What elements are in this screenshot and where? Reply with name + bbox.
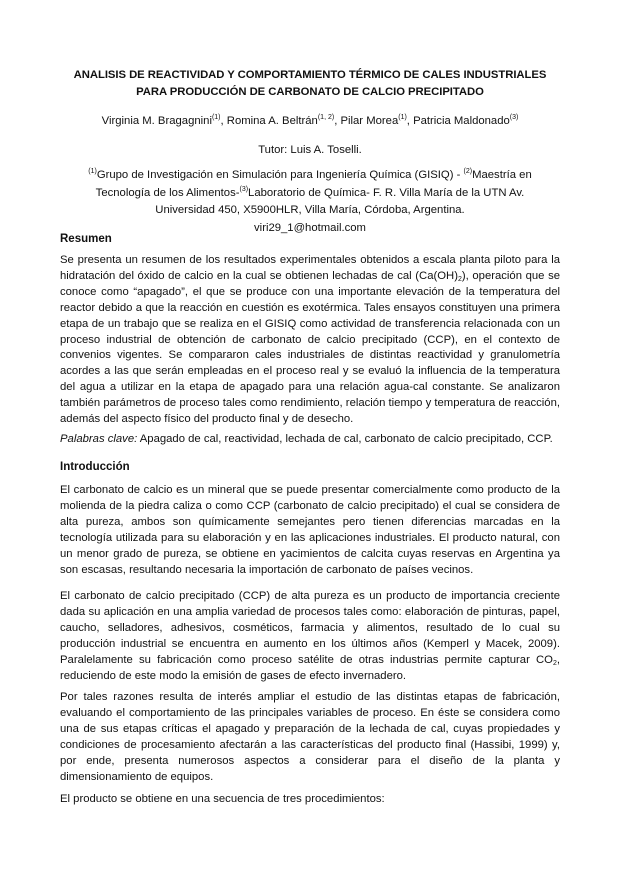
intro-paragraph-1: El carbonato de calcio es un mineral que se puede presentar comercialmente como producto de la molienda de la piedra caliza o como CCP (carbonato de calcio precipitado) el cual se considera de alta pureza, ambos son químicamente semejantes pero tienen diferencias marcadas en la tecnología utilizada para su elaboración y en las aplicaciones industriales. El producto natural, con un menor grado de pureza, se obtiene en yacimientos de calcita cuyas reservas en Argentina ya son escasas, resultando necesaria la importación de carbonato de países vecinos. [60, 484, 560, 576]
affiliation-mark: (2) [463, 168, 473, 175]
keywords-line [60, 432, 560, 448]
subscript: 2 [552, 659, 557, 667]
author-affiliation-mark: (1, 2) [317, 114, 335, 121]
author-affiliation-mark: (1) [211, 114, 221, 121]
intro-paragraph-4: El producto se obtiene en una secuencia de tres procedimientos: [60, 793, 385, 805]
intro-paragraph-2 [60, 589, 560, 684]
keywords-text: Apagado de cal, reactividad, lechada de cal, carbonato de calcio precipitado, CCP. [137, 433, 553, 445]
section-heading-introduccion: Introducción [60, 461, 130, 473]
resumen-paragraph [60, 253, 560, 428]
author-name: Virginia M. Bragagnini [101, 115, 212, 127]
paragraph-text: Se presenta un resumen de los resultados experimentales obtenidos a escala planta piloto para la hidratación del óxido de calcio en la cual se obtienen lechadas de cal (Ca(OH) [60, 254, 560, 282]
subscript: 2 [457, 275, 462, 283]
affiliation-block [66, 167, 554, 237]
author-affiliation-mark: (3) [509, 114, 519, 121]
paragraph-text: El carbonato de calcio precipitado (CCP) de alta pureza es un producto de importancia creciente dada su aplicación en una amplia variedad de procesos tales como: elaboración de pinturas, papel, caucho, selladores, adhesivos, cosméticos, farmacia y alimentos, resultado de lo cual su producción industrial se encuentra en aumento en los últimos años (Kemperl y Macek, 2009). Paralelamente su fabricación como proceso satélite de otras industrias permite capturar CO [60, 590, 560, 666]
author-affiliation-mark: (1) [398, 114, 407, 121]
tutor-line: Tutor: Luis A. Toselli. [258, 144, 362, 156]
affiliation-text: Grupo de Investigación en Simulación para Ingeniería Química (GISIQ) - [96, 169, 464, 181]
affiliation-mark: (1) [88, 168, 97, 175]
author-name: , Pilar Morea [334, 115, 399, 127]
affiliation-text: Maestría en Tecnología de los Alimentos- [95, 169, 532, 199]
affiliation-text: Laboratorio de Química- F. R. Villa María de la UTN Av. Universidad 450, X5900HLR, Villa María, Córdoba, Argentina. [155, 186, 525, 217]
author-list [50, 113, 570, 130]
title-line-2: PARA PRODUCCIÓN DE CARBONATO DE CALCIO PRECIPITADO [136, 86, 484, 98]
contact-email[interactable]: viri29_1@hotmail.com [254, 221, 366, 234]
title-line-1: ANALISIS DE REACTIVIDAD Y COMPORTAMIENTO TÉRMICO DE CALES INDUSTRIALES [73, 69, 547, 81]
paragraph-text: ), operación que se conoce como “apagado”, el que se produce con una importante elevación de la temperatura del reactor debido a que la reacción en cuestión es exotérmica. Tales ensayos constituyen una primera etapa de un trabajo que se realiza en el GISIQ como actividad de transferencia relacionada con un proceso industrial de obtención de carbonato de calcio precipitado (CCP), en el contexto de convenios vigentes. Se compararon cales industriales de distintas reactividad y granulometría acordes a las que serán empleadas en el proceso real y se evaluó la influencia de la temperatura del agua a utilizar en la etapa de apagado para una relación agua-cal constante. Se analizaron también parámetros de proceso tales como rendimiento, relación tiempo y temperatura de reacción, además del aspecto físico del producto final y de desecho. [60, 269, 560, 426]
author-name: , Romina A. Beltrán [220, 115, 318, 127]
paper-title [50, 67, 570, 101]
keywords-label: Palabras clave: [60, 433, 138, 445]
section-heading-resumen: Resumen [60, 233, 112, 245]
intro-paragraph-3: Por tales razones resulta de interés ampliar el estudio de las distintas etapas de fabricación, evaluando el comportamiento de las principales variables de proceso. En éste se considera como una de sus etapas críticas el apagado y preparación de la lechada de cal, cuyas propiedades y condiciones de procesamiento afectarán a las características del producto final (Hassibi, 1999) y, por ende, presenta numerosos aspectos a considerar para el diseño de la planta y dimensionamiento de equipos. [60, 691, 560, 783]
paragraph-text: , reduciendo de este modo la emisión de gases de efecto invernadero. [60, 653, 560, 682]
author-name: , Patricia Maldonado [406, 115, 510, 127]
affiliation-mark: (3) [239, 185, 249, 193]
